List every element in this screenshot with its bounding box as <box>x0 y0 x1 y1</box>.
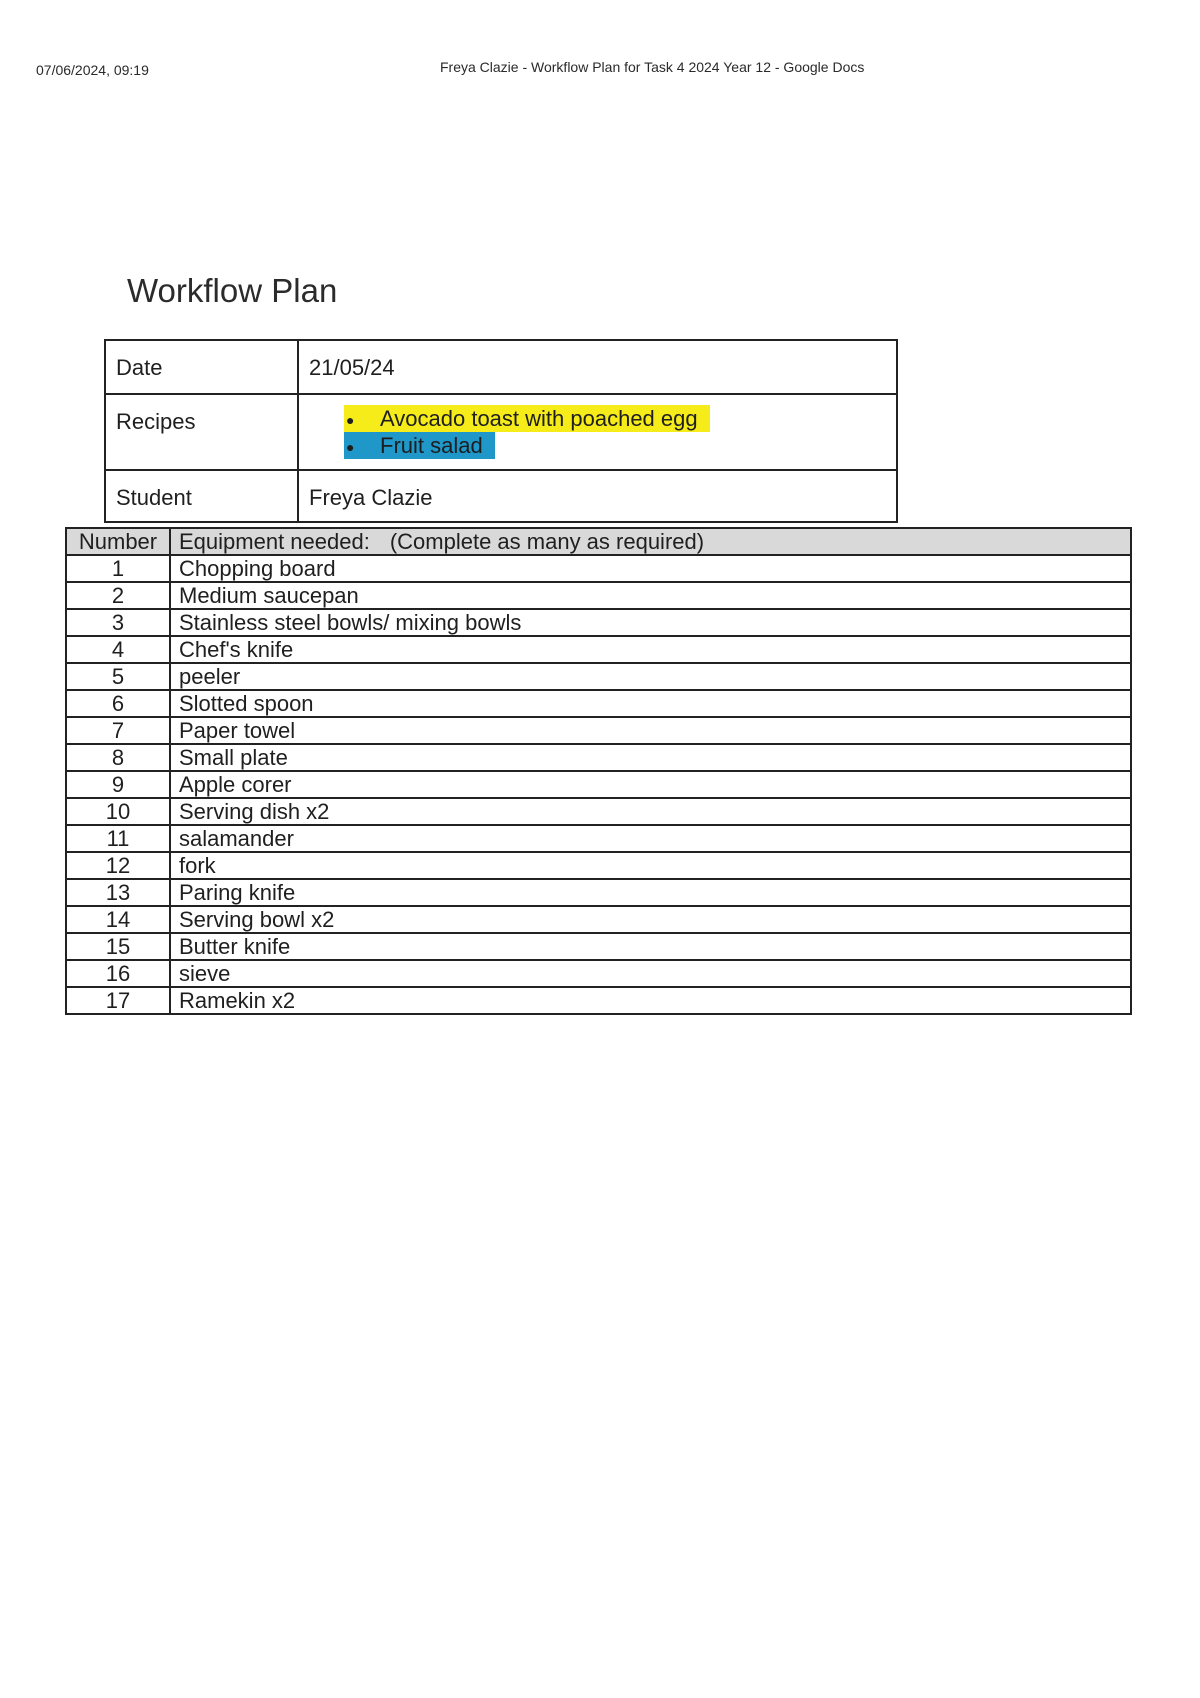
student-value: Freya Clazie <box>298 470 897 522</box>
table-row <box>66 555 1131 582</box>
equipment-table <box>65 527 1132 1015</box>
row-number: 3 <box>66 609 170 636</box>
row-number: 1 <box>66 555 170 582</box>
row-item: Serving bowl x2 <box>170 906 1131 933</box>
table-row <box>66 933 1131 960</box>
info-table <box>104 339 898 523</box>
table-row <box>66 663 1131 690</box>
recipe-highlight <box>344 405 710 432</box>
row-number: 8 <box>66 744 170 771</box>
page-title: Workflow Plan <box>127 272 338 309</box>
row-number: 14 <box>66 906 170 933</box>
row-number: 7 <box>66 717 170 744</box>
print-timestamp: 07/06/2024, 09:19 <box>36 62 149 78</box>
row-number: 9 <box>66 771 170 798</box>
row-item: Chef's knife <box>170 636 1131 663</box>
table-row <box>66 987 1131 1014</box>
row-number: 6 <box>66 690 170 717</box>
recipe-highlight <box>344 432 495 459</box>
row-item: Slotted spoon <box>170 690 1131 717</box>
info-row-date <box>105 340 897 394</box>
row-number: 15 <box>66 933 170 960</box>
row-number: 11 <box>66 825 170 852</box>
recipes-label: Recipes <box>105 394 298 470</box>
row-item: Paper towel <box>170 717 1131 744</box>
info-row-recipes <box>105 394 897 470</box>
row-number: 5 <box>66 663 170 690</box>
equipment-column-header <box>170 528 1131 555</box>
recipe-list <box>309 405 886 459</box>
row-item: salamander <box>170 825 1131 852</box>
recipe-item <box>344 405 886 432</box>
table-row <box>66 609 1131 636</box>
bullet-icon: ● <box>346 438 355 455</box>
row-item: Butter knife <box>170 933 1131 960</box>
table-row <box>66 582 1131 609</box>
row-item: peeler <box>170 663 1131 690</box>
recipes-value <box>298 394 897 470</box>
date-value: 21/05/24 <box>298 340 897 394</box>
table-row <box>66 744 1131 771</box>
row-item: sieve <box>170 960 1131 987</box>
row-number: 17 <box>66 987 170 1014</box>
date-label: Date <box>105 340 298 394</box>
row-item: Medium saucepan <box>170 582 1131 609</box>
student-label: Student <box>105 470 298 522</box>
recipe-text: Avocado toast with poached egg <box>380 406 698 431</box>
number-column-header: Number <box>66 528 170 555</box>
equipment-header-label: Equipment needed: <box>179 529 370 554</box>
table-row <box>66 906 1131 933</box>
info-row-student <box>105 470 897 522</box>
row-item: Ramekin x2 <box>170 987 1131 1014</box>
table-row <box>66 960 1131 987</box>
recipe-item <box>344 432 886 459</box>
table-row <box>66 798 1131 825</box>
equipment-header-note: (Complete as many as required) <box>389 529 705 554</box>
print-document-title: Freya Clazie - Workflow Plan for Task 4 2024 Year 12 - Google Docs <box>440 59 865 75</box>
row-item: Paring knife <box>170 879 1131 906</box>
row-number: 16 <box>66 960 170 987</box>
row-number: 10 <box>66 798 170 825</box>
row-number: 4 <box>66 636 170 663</box>
recipe-text: Fruit salad <box>380 433 483 458</box>
row-item: fork <box>170 852 1131 879</box>
row-number: 13 <box>66 879 170 906</box>
table-row <box>66 717 1131 744</box>
table-row <box>66 771 1131 798</box>
table-row <box>66 636 1131 663</box>
row-item: Serving dish x2 <box>170 798 1131 825</box>
row-item: Stainless steel bowls/ mixing bowls <box>170 609 1131 636</box>
row-number: 2 <box>66 582 170 609</box>
row-item: Chopping board <box>170 555 1131 582</box>
row-number: 12 <box>66 852 170 879</box>
bullet-icon: ● <box>346 411 355 428</box>
table-row <box>66 690 1131 717</box>
table-row <box>66 852 1131 879</box>
table-row <box>66 825 1131 852</box>
row-item: Apple corer <box>170 771 1131 798</box>
row-item: Small plate <box>170 744 1131 771</box>
equipment-header-row <box>66 528 1131 555</box>
table-row <box>66 879 1131 906</box>
